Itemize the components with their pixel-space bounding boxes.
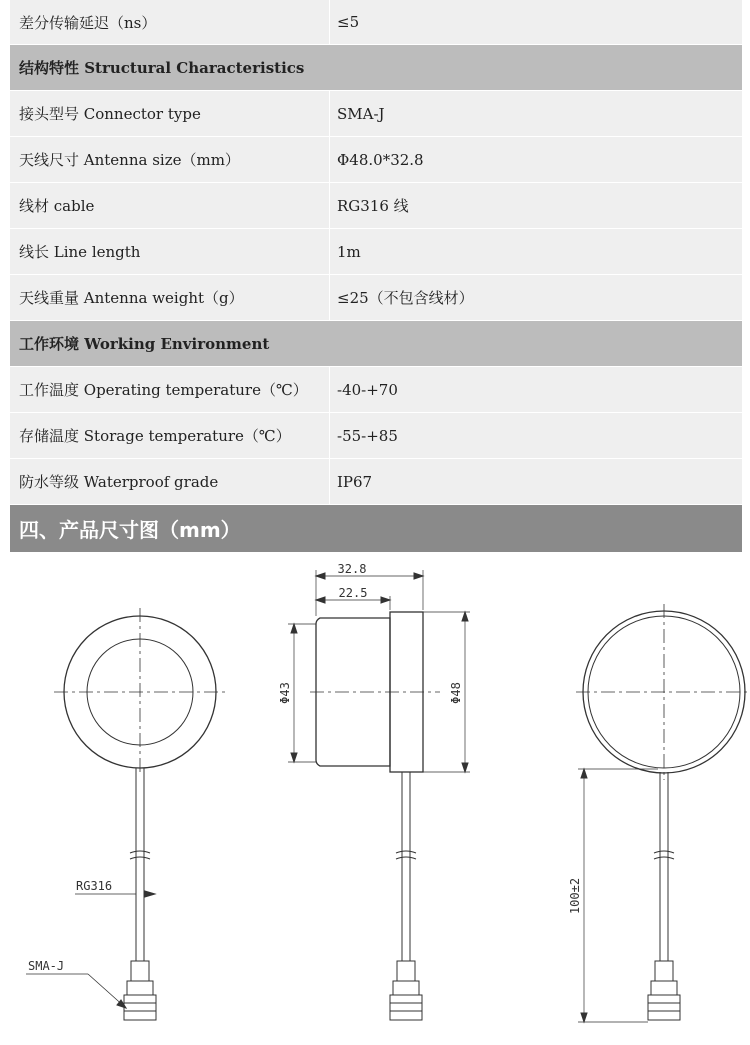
- row-label: 差分传输延迟（ns）: [10, 0, 330, 44]
- section-banner: 四、产品尺寸图（mm）: [10, 505, 742, 552]
- row-label: 线长 Line length: [10, 229, 330, 274]
- right-bottom-view: [576, 604, 750, 1022]
- row-label: 接头型号 Connector type: [10, 91, 330, 136]
- row-value: IP67: [337, 472, 373, 491]
- row-value: ≤5: [337, 13, 360, 31]
- table-row: [10, 367, 742, 413]
- table-row: [10, 275, 742, 321]
- dim-body-width: 22.5: [338, 586, 368, 600]
- table-row: [10, 413, 742, 459]
- dimension-drawing: [0, 556, 750, 1041]
- row-value: -55-+85: [337, 426, 398, 445]
- row-value: ≤25（不包含线材）: [337, 289, 474, 307]
- row-value: 1m: [337, 242, 361, 261]
- cable-length-dim: 100±2: [568, 877, 582, 915]
- row-label: 天线尺寸 Antenna size（mm）: [10, 137, 330, 182]
- row-label: 天线重量 Antenna weight（g）: [10, 275, 330, 320]
- table-row: [10, 229, 742, 275]
- row-value: Φ48.0*32.8: [337, 150, 424, 169]
- dim-large-diameter: Φ48: [449, 682, 463, 704]
- row-label: 线材 cable: [10, 183, 330, 228]
- table-row: [10, 91, 742, 137]
- table-row: [10, 459, 742, 505]
- dim-small-diameter: Φ43: [278, 682, 292, 704]
- section-header-environment: 工作环境 Working Environment: [10, 321, 742, 367]
- row-label: 存储温度 Storage temperature（℃）: [10, 413, 330, 458]
- row-value: RG316 线: [337, 197, 409, 215]
- table-row: [10, 183, 742, 229]
- middle-side-view: [288, 570, 470, 1020]
- table-row: [10, 137, 742, 183]
- dim-total-width: 32.8: [337, 562, 367, 576]
- row-value: -40-+70: [337, 380, 398, 399]
- table-row-delay: [10, 0, 742, 45]
- row-label: 工作温度 Operating temperature（℃）: [10, 367, 330, 412]
- row-label: 防水等级 Waterproof grade: [10, 459, 330, 504]
- section-header-structural: 结构特性 Structural Characteristics: [10, 45, 742, 91]
- row-value: SMA-J: [337, 104, 385, 123]
- spec-table: [10, 0, 742, 505]
- connector-label: SMA-J: [28, 959, 65, 973]
- cable-label: RG316: [76, 879, 113, 893]
